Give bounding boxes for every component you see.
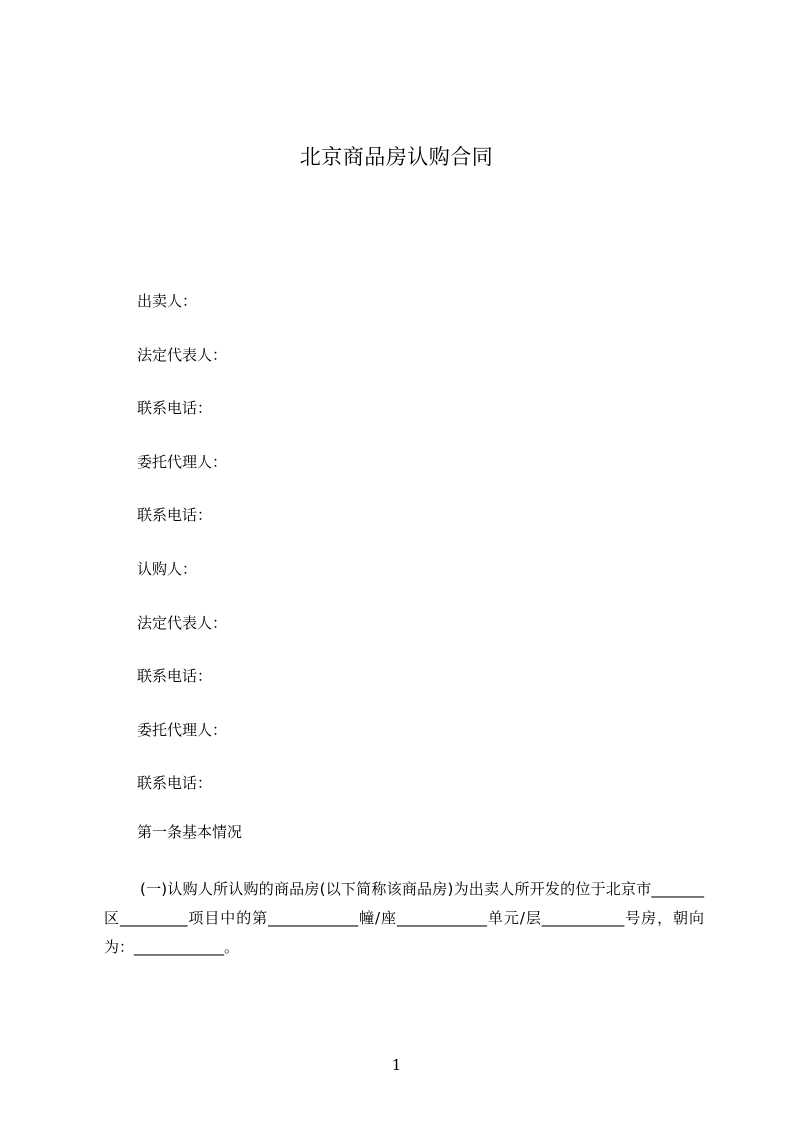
field-buyer-legal-rep: 法定代表人： [137, 613, 228, 632]
body-paragraph: (一)认购人所认购的商品房(以下简称该商品房)为出卖人所开发的位于北京市_______区_________项目中的第____________幢/座____________单元/层___________号房，朝向为：____________。 [104, 880, 704, 956]
field-buyer-phone: 联系电话： [137, 667, 213, 686]
field-seller-agent-phone: 联系电话： [137, 506, 213, 525]
document-title: 北京商品房认购合同 [299, 145, 494, 169]
field-buyer: 认购人： [137, 559, 198, 578]
field-seller-legal-rep: 法定代表人： [137, 345, 228, 364]
party-info-list [137, 290, 227, 826]
field-buyer-agent-phone: 联系电话： [137, 774, 213, 793]
field-buyer-agent: 委托代理人： [137, 720, 228, 739]
field-seller: 出卖人： [137, 292, 198, 310]
page-number: 1 [391, 1056, 402, 1074]
section-heading: 第一条基本情况 [137, 823, 243, 841]
field-seller-agent: 委托代理人： [137, 452, 228, 471]
field-seller-phone: 联系电话： [137, 399, 213, 418]
